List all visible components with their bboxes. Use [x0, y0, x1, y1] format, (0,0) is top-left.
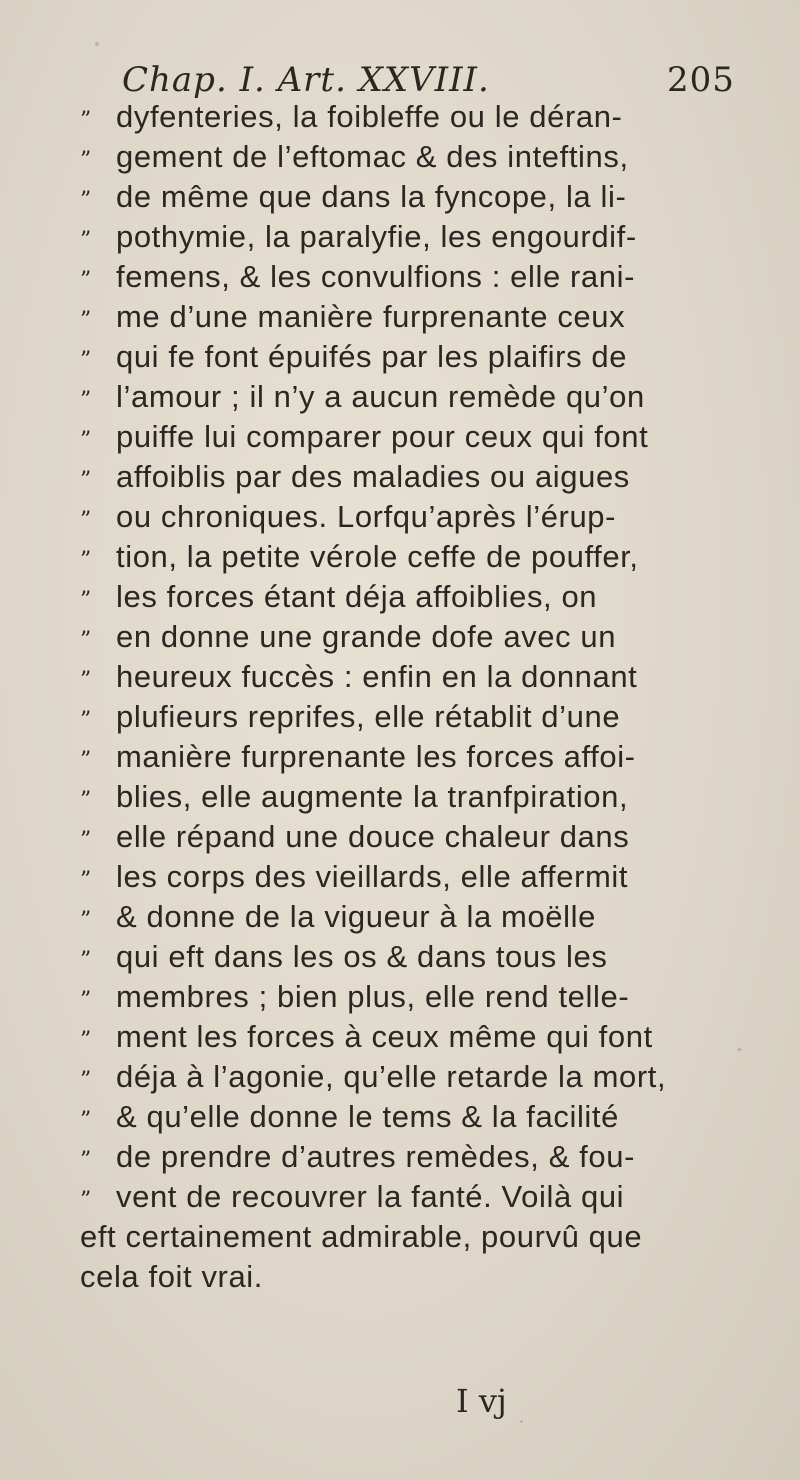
- text-line: [80, 737, 760, 777]
- quote-mark: ”: [80, 1108, 92, 1133]
- text-line: [80, 697, 760, 737]
- text-line: [80, 1137, 760, 1177]
- line-text: dyfenteries, la foibleffe ou le déran-: [116, 99, 623, 134]
- quote-mark: ”: [80, 388, 92, 413]
- text-line: [80, 417, 760, 457]
- line-text: tion, la petite vérole ceffe de pouffer,: [116, 539, 639, 574]
- quote-mark: ”: [80, 108, 92, 133]
- line-text: déja à l’agonie, qu’elle retarde la mort,: [116, 1059, 667, 1094]
- quote-mark: ”: [80, 548, 92, 573]
- line-text: plufieurs reprifes, elle rétablit d’une: [116, 699, 621, 734]
- quote-mark: ”: [80, 188, 92, 213]
- text-line: [80, 617, 760, 657]
- text-line: [80, 537, 760, 577]
- text-line: [80, 337, 760, 377]
- line-text: affoiblis par des maladies ou aigues: [116, 459, 630, 494]
- line-text: eft certainement admirable, pourvû que: [80, 1219, 643, 1254]
- line-text: qui fe font épuifés par les plaifirs de: [116, 339, 628, 374]
- quote-mark: ”: [80, 948, 92, 973]
- quote-mark: ”: [80, 868, 92, 893]
- text-line: [80, 937, 760, 977]
- text-line: [80, 457, 760, 497]
- line-text: & qu’elle donne le tems & la facilité: [116, 1099, 619, 1134]
- quote-mark: ”: [80, 1028, 92, 1053]
- quote-mark: ”: [80, 988, 92, 1013]
- quote-mark: ”: [80, 508, 92, 533]
- line-text: de même que dans la fyncope, la li-: [116, 179, 627, 214]
- quote-mark: ”: [80, 708, 92, 733]
- running-title: Chap. I. Art. XXVIII.: [122, 60, 490, 100]
- quote-mark: ”: [80, 788, 92, 813]
- text-line: [80, 497, 760, 537]
- text-line: [80, 857, 760, 897]
- signature-mark: I vj: [456, 1382, 507, 1420]
- text-line: [80, 977, 760, 1017]
- text-line: [80, 1017, 760, 1057]
- text-line: [80, 297, 760, 337]
- line-text: pothymie, la paralyfie, les engourdif-: [116, 219, 637, 254]
- text-line: [80, 177, 760, 217]
- quote-mark: ”: [80, 268, 92, 293]
- text-line: [80, 777, 760, 817]
- quote-mark: ”: [80, 668, 92, 693]
- line-text: femens, & les convulfions : elle rani-: [116, 259, 636, 294]
- quote-mark: ”: [80, 1148, 92, 1173]
- line-text: membres ; bien plus, elle rend telle-: [116, 979, 630, 1014]
- quote-mark: ”: [80, 468, 92, 493]
- text-line: [80, 257, 760, 297]
- line-text: qui eft dans les os & dans tous les: [116, 939, 608, 974]
- line-text: les forces étant déja affoiblies, on: [116, 579, 598, 614]
- text-line: [80, 217, 760, 257]
- quote-mark: ”: [80, 428, 92, 453]
- line-text: ou chroniques. Lorfqu’après l’érup-: [116, 499, 617, 534]
- line-text: heureux fuccès : enfin en la donnant: [116, 659, 638, 694]
- line-text: en donne une grande dofe avec un: [116, 619, 617, 654]
- quote-mark: ”: [80, 308, 92, 333]
- text-line: [80, 1217, 760, 1257]
- quote-mark: ”: [80, 348, 92, 373]
- paper-speck: [95, 42, 99, 46]
- line-text: & donne de la vigueur à la moëlle: [116, 899, 596, 934]
- text-line: [80, 137, 760, 177]
- text-line: [80, 897, 760, 937]
- line-text: elle répand une douce chaleur dans: [116, 819, 630, 854]
- text-line: [80, 1097, 760, 1137]
- text-line: [80, 577, 760, 617]
- line-text: de prendre d’autres remèdes, & fou-: [116, 1139, 635, 1174]
- quote-mark: ”: [80, 748, 92, 773]
- text-line: [80, 1257, 760, 1297]
- line-text: me d’une manière furprenante ceux: [116, 299, 626, 334]
- quote-mark: ”: [80, 628, 92, 653]
- paper-speck: [520, 1420, 523, 1423]
- text-line: [80, 1057, 760, 1097]
- quote-mark: ”: [80, 588, 92, 613]
- line-text: gement de l’eftomac & des inteftins,: [116, 139, 629, 174]
- line-text: les corps des vieillards, elle affermit: [116, 859, 629, 894]
- text-line: [80, 97, 760, 137]
- line-text: vent de recouvrer la fanté. Voilà qui: [116, 1179, 625, 1214]
- line-text: manière furprenante les forces affoi-: [116, 739, 636, 774]
- page-number: 205: [667, 60, 735, 100]
- line-text: blies, elle augmente la tranfpiration,: [116, 779, 629, 814]
- quote-mark: ”: [80, 148, 92, 173]
- text-line: [80, 657, 760, 697]
- quote-mark: ”: [80, 1188, 92, 1213]
- paper-speck: [737, 1048, 742, 1051]
- quote-mark: ”: [80, 828, 92, 853]
- line-text: l’amour ; il n’y a aucun remède qu’on: [116, 379, 645, 414]
- text-line: [80, 817, 760, 857]
- line-text: puiffe lui comparer pour ceux qui font: [116, 419, 649, 454]
- quote-mark: ”: [80, 1068, 92, 1093]
- line-text: ment les forces à ceux même qui font: [116, 1019, 653, 1054]
- quote-mark: ”: [80, 908, 92, 933]
- line-text: cela foit vrai.: [80, 1259, 264, 1294]
- quote-mark: ”: [80, 228, 92, 253]
- text-line: [80, 377, 760, 417]
- text-line: [80, 1177, 760, 1217]
